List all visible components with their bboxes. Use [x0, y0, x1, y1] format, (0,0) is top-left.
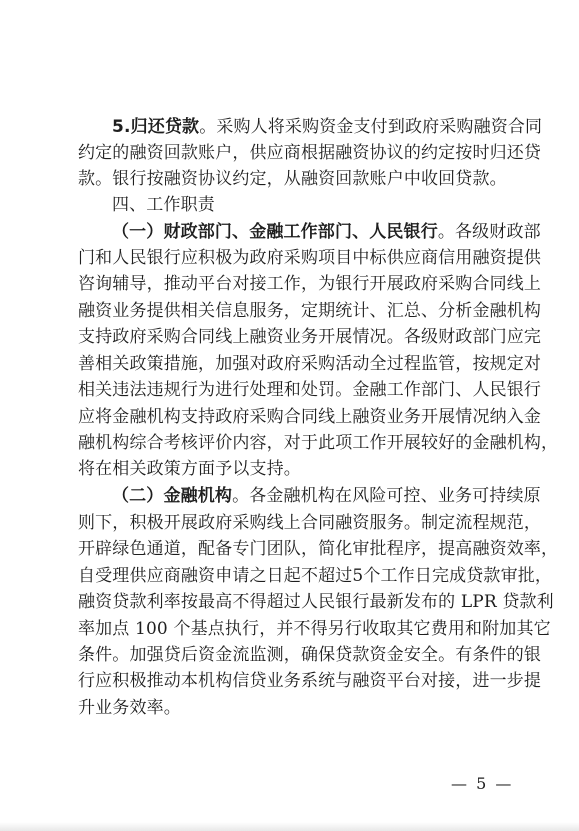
sub1-text: 。各级财政部 — [437, 222, 541, 242]
item5-text: 。采购人将采购资金支付到政府采购融资合同 — [199, 117, 543, 137]
sub2-line: 自受理供应商融资申请之日起不超过5个工作日完成贷款审批， — [78, 566, 553, 586]
sub2-line: 条件。加强贷后资金流监测，确保贷款资金安全。有条件的银 — [78, 645, 542, 665]
sub2-line-1 — [112, 486, 541, 506]
sub1-line: 门和人民银行应积极为政府采购项目中标供应商信用融资提供 — [78, 248, 542, 268]
sub1-line: 支持政府采购合同线上融资业务开展情况。各级财政部门应完 — [78, 327, 542, 347]
sub2-line: 开辟绿色通道，配备专门团队，简化审批程序，提高融资效率， — [78, 539, 559, 559]
sub1-line: 将在相关政策方面予以支持。 — [78, 459, 301, 479]
item5-line-1 — [112, 117, 542, 137]
page-number: — 5 — — [451, 774, 514, 793]
sub2-line: 则下，积极开展政府采购线上合同融资服务。制定流程规范， — [78, 513, 542, 533]
sub2-title: （二）金融机构 — [112, 486, 233, 506]
sub2-line: 升业务效率。 — [78, 698, 181, 718]
sub1-line: 善相关政策措施，加强对政府采购活动全过程监管，按规定对 — [78, 354, 542, 374]
sub1-line-1 — [112, 222, 541, 242]
sub1-line: 应将金融机构支持政府采购合同线上融资业务开展情况纳入金 — [78, 407, 542, 427]
sub2-line: 率加点 100 个基点执行，并不得另行收取其它费用和附加其它 — [78, 619, 551, 639]
sub1-line: 相关违法违规行为进行处理和处罚。金融工作部门、人民银行 — [78, 380, 542, 400]
sub1-line: 咨询辅导，推动平台对接工作，为银行开展政府采购合同线上 — [78, 274, 542, 294]
item5-line-3: 款。银行按融资协议约定，从融资回款账户中收回贷款。 — [78, 169, 507, 189]
item5-line-2: 约定的融资回款账户，供应商根据融资协议的约定按时归还贷 — [78, 143, 542, 163]
scan-edge — [0, 822, 579, 831]
sub2-line: 融资贷款利率按最高不得超过人民银行最新发布的 LPR 贷款利 — [78, 592, 554, 612]
sub1-line: 融机构综合考核评价内容，对于此项工作开展较好的金融机构， — [78, 433, 559, 453]
section-heading: 四、工作职责 — [112, 195, 215, 215]
sub2-text: 。各金融机构在风险可控、业务可持续原 — [232, 486, 541, 506]
sub1-line: 融资业务提供相关信息服务，定期统计、汇总、分析金融机构 — [78, 301, 542, 321]
sub1-title: （一）财政部门、金融工作部门、人民银行 — [112, 222, 438, 242]
item5-title: 5.归还贷款 — [112, 117, 200, 137]
sub2-line: 行应积极推动本机构信贷业务系统与融资平台对接，进一步提 — [78, 671, 542, 691]
